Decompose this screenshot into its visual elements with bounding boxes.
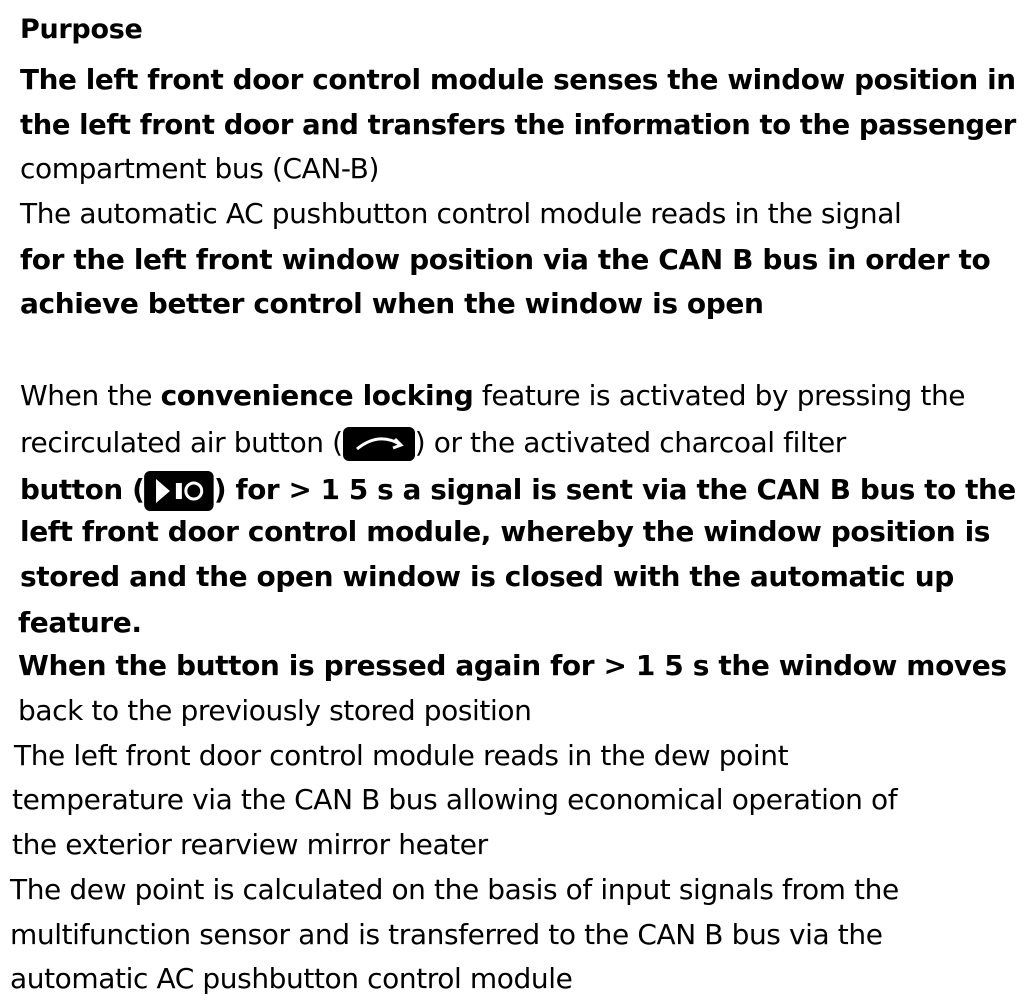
paragraph-5-line-1: The left front door control module reads in the dew point	[14, 739, 789, 772]
paragraph-3-line-3	[20, 471, 1016, 511]
paragraph-4-line-1: When the button is pressed again for > 1 5 s the window moves	[18, 649, 1007, 682]
recirculated-air-icon	[343, 427, 415, 461]
paragraph-5-line-3: the exterior rearview mirror heater	[12, 828, 488, 861]
text-span: feature is activated by pressing the	[473, 379, 966, 412]
paragraph-6-line-3: automatic AC pushbutton control module	[10, 962, 573, 995]
paragraph-3-line-5: stored and the open window is closed with the automatic up	[20, 560, 954, 593]
emphasis-convenience-locking: convenience locking	[160, 379, 474, 412]
section-heading: Purpose	[20, 14, 143, 45]
paragraph-6-line-2: multifunction sensor and is transferred to the CAN B bus via the	[10, 918, 883, 951]
text-span: ) or the activated charcoal filter	[414, 426, 846, 459]
paragraph-3-line-4: left front door control module, whereby the window position is	[20, 515, 991, 548]
text-span: recirculated air button (	[20, 426, 343, 459]
paragraph-4-line-2: back to the previously stored position	[18, 694, 532, 727]
text-span: When the	[20, 379, 161, 412]
paragraph-1-line-1: The left front door control module senses the window position in	[20, 63, 1016, 96]
paragraph-1-line-3: compartment bus (CAN-B)	[20, 152, 379, 185]
text-span: button (	[20, 473, 145, 506]
paragraph-5-line-2: temperature via the CAN B bus allowing economical operation of	[12, 783, 898, 816]
text-span: ) for > 1 5 s a signal is sent via the CAN B bus to the	[213, 473, 1016, 506]
charcoal-filter-icon	[144, 471, 214, 511]
paragraph-3-line-6: feature.	[18, 606, 142, 639]
paragraph-3-line-2	[20, 427, 846, 461]
paragraph-3-line-1	[20, 379, 966, 412]
paragraph-2-line-1: The automatic AC pushbutton control module reads in the signal	[20, 197, 902, 230]
paragraph-6-line-1: The dew point is calculated on the basis of input signals from the	[10, 873, 899, 906]
paragraph-2-line-2: for the left front window position via the CAN B bus in order to	[20, 243, 991, 276]
paragraph-2-line-3: achieve better control when the window is open	[20, 287, 764, 320]
paragraph-1-line-2: the left front door and transfers the information to the passenger	[20, 108, 1016, 141]
